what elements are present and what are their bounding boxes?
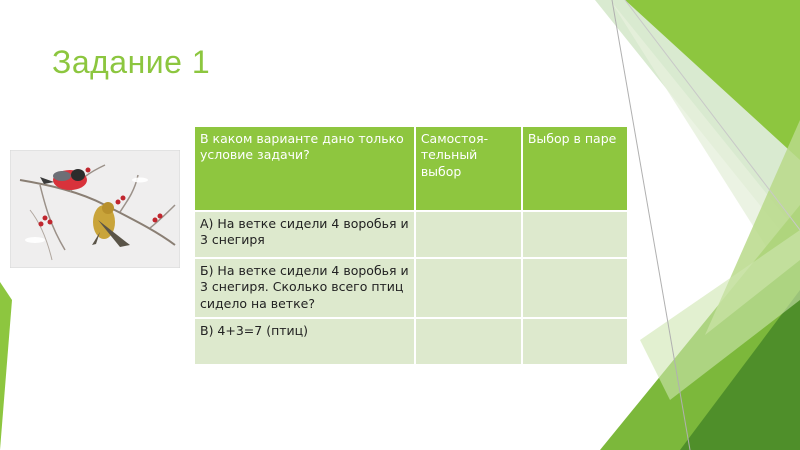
option-a-pair-cell — [522, 211, 628, 258]
table-row — [194, 258, 628, 318]
header-pair-choice: Выбор в паре — [522, 126, 628, 211]
option-c-pair-cell — [522, 318, 628, 365]
table-header-row — [194, 126, 628, 211]
birds-on-branch-picture — [10, 150, 180, 268]
option-c-self-cell — [415, 318, 522, 365]
option-a-text: А) На ветке сидели 4 воробья и 3 снегиря — [194, 211, 415, 258]
header-self-choice: Самостоя-тельный выбор — [415, 126, 522, 211]
option-a-self-cell — [415, 211, 522, 258]
header-question: В каком варианте дано только условие задачи? — [194, 126, 415, 211]
table-row — [194, 211, 628, 258]
table-row — [194, 318, 628, 365]
option-c-text: В) 4+3=7 (птиц) — [194, 318, 415, 365]
slide-title: Задание 1 — [52, 44, 211, 80]
option-b-self-cell — [415, 258, 522, 318]
task-table — [193, 125, 629, 366]
option-b-pair-cell — [522, 258, 628, 318]
option-b-text: Б) На ветке сидели 4 воробья и 3 снегиря. Сколько всего птиц сидело на ветке? — [194, 258, 415, 318]
